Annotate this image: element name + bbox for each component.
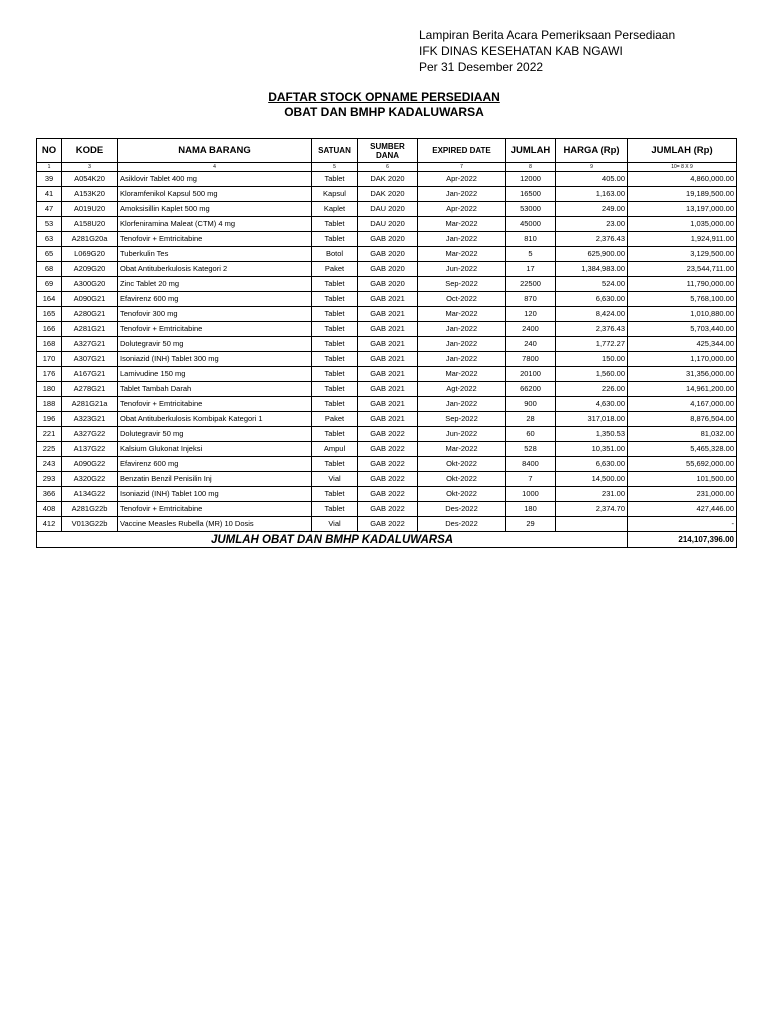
cell-jumlah-rp: 19,189,500.00 (628, 187, 737, 202)
cell-sumber-dana: GAB 2020 (358, 262, 418, 277)
cell-harga: 249.00 (556, 202, 628, 217)
cell-nama-barang: Tenofovir 300 mg (118, 307, 312, 322)
cell-sumber-dana: DAK 2020 (358, 187, 418, 202)
cell-harga: 1,772.27 (556, 337, 628, 352)
cell-harga: 1,163.00 (556, 187, 628, 202)
cell-jumlah-rp: 4,167,000.00 (628, 397, 737, 412)
cell-nama-barang: Tenofovir + Emtricitabine (118, 232, 312, 247)
cell-kode: A307G21 (62, 352, 118, 367)
column-number: 6 (358, 163, 418, 172)
cell-sumber-dana: GAB 2021 (358, 322, 418, 337)
cell-jumlah-rp: - (628, 517, 737, 532)
cell-expired-date: Okt-2022 (418, 457, 506, 472)
cell-kode: A323G21 (62, 412, 118, 427)
column-header-kode: KODE (62, 139, 118, 163)
total-value: 214,107,396.00 (628, 532, 737, 548)
cell-sumber-dana: GAB 2022 (358, 517, 418, 532)
cell-jumlah: 900 (506, 397, 556, 412)
header-line-date: Per 31 Desember 2022 (419, 60, 544, 74)
cell-nama-barang: Dolutegravir 50 mg (118, 427, 312, 442)
cell-expired-date: Mar-2022 (418, 247, 506, 262)
cell-nama-barang: Benzatin Benzil Penisilin Inj (118, 472, 312, 487)
total-row (37, 532, 737, 548)
column-header-sumber-dana (358, 139, 418, 163)
cell-jumlah: 240 (506, 337, 556, 352)
cell-satuan: Tablet (312, 457, 358, 472)
cell-expired-date: Jan-2022 (418, 397, 506, 412)
cell-sumber-dana: GAB 2021 (358, 397, 418, 412)
cell-kode: A137G22 (62, 442, 118, 457)
cell-expired-date: Apr-2022 (418, 202, 506, 217)
cell-nama-barang: Amoksisillin Kaplet 500 mg (118, 202, 312, 217)
cell-jumlah-rp: 5,768,100.00 (628, 292, 737, 307)
cell-jumlah: 53000 (506, 202, 556, 217)
cell-satuan: Tablet (312, 367, 358, 382)
cell-kode: A054K20 (62, 172, 118, 187)
table-row (37, 172, 737, 187)
cell-harga: 8,424.00 (556, 307, 628, 322)
cell-satuan: Tablet (312, 382, 358, 397)
column-header-nama-barang: NAMA BARANG (118, 139, 312, 163)
cell-kode: A327G21 (62, 337, 118, 352)
cell-kode: A209G20 (62, 262, 118, 277)
cell-satuan: Ampul (312, 442, 358, 457)
title-line-1: DAFTAR STOCK OPNAME PERSEDIAAN (268, 90, 500, 104)
cell-satuan: Tablet (312, 307, 358, 322)
cell-sumber-dana: DAK 2020 (358, 172, 418, 187)
column-number: 10= 8 X 9 (628, 163, 737, 172)
cell-jumlah-rp: 81,032.00 (628, 427, 737, 442)
cell-jumlah-rp: 5,703,440.00 (628, 322, 737, 337)
cell-kode: A090G21 (62, 292, 118, 307)
cell-kode: A281G20a (62, 232, 118, 247)
cell-harga: 1,384,983.00 (556, 262, 628, 277)
cell-expired-date: Jan-2022 (418, 352, 506, 367)
cell-expired-date: Jan-2022 (418, 337, 506, 352)
table-row (37, 307, 737, 322)
cell-nama-barang: Klorfeniramina Maleat (CTM) 4 mg (118, 217, 312, 232)
cell-harga: 317,018.00 (556, 412, 628, 427)
cell-sumber-dana: GAB 2022 (358, 442, 418, 457)
cell-harga: 10,351.00 (556, 442, 628, 457)
cell-harga: 524.00 (556, 277, 628, 292)
cell-jumlah: 7 (506, 472, 556, 487)
table-row (37, 487, 737, 502)
cell-no: 176 (37, 367, 62, 382)
table-row (37, 517, 737, 532)
cell-jumlah: 810 (506, 232, 556, 247)
cell-nama-barang: Efavirenz 600 mg (118, 457, 312, 472)
cell-sumber-dana: GAB 2022 (358, 427, 418, 442)
cell-satuan: Tablet (312, 487, 358, 502)
cell-expired-date: Jan-2022 (418, 187, 506, 202)
cell-no: 225 (37, 442, 62, 457)
table-row (37, 457, 737, 472)
cell-jumlah-rp: 4,860,000.00 (628, 172, 737, 187)
cell-satuan: Tablet (312, 172, 358, 187)
cell-nama-barang: Obat Antituberkulosis Kategori 2 (118, 262, 312, 277)
cell-jumlah-rp: 11,790,000.00 (628, 277, 737, 292)
cell-jumlah-rp: 31,356,000.00 (628, 367, 737, 382)
cell-no: 180 (37, 382, 62, 397)
cell-jumlah: 60 (506, 427, 556, 442)
cell-jumlah: 17 (506, 262, 556, 277)
cell-sumber-dana: GAB 2021 (358, 412, 418, 427)
cell-jumlah: 870 (506, 292, 556, 307)
cell-nama-barang: Tenofovir + Emtricitabine (118, 397, 312, 412)
cell-expired-date: Des-2022 (418, 502, 506, 517)
cell-satuan: Botol (312, 247, 358, 262)
cell-satuan: Tablet (312, 502, 358, 517)
cell-jumlah: 180 (506, 502, 556, 517)
column-number: 3 (62, 163, 118, 172)
total-label: JUMLAH OBAT DAN BMHP KADALUWARSA (37, 532, 628, 548)
cell-jumlah: 66200 (506, 382, 556, 397)
cell-jumlah-rp: 5,465,328.00 (628, 442, 737, 457)
cell-jumlah: 7800 (506, 352, 556, 367)
cell-jumlah: 5 (506, 247, 556, 262)
cell-harga: 2,376.43 (556, 232, 628, 247)
cell-harga: 1,350.53 (556, 427, 628, 442)
cell-satuan: Tablet (312, 397, 358, 412)
column-header-sumber-dana-label: SUMBER DANA (370, 141, 405, 160)
cell-satuan: Kapsul (312, 187, 358, 202)
cell-expired-date: Mar-2022 (418, 307, 506, 322)
cell-jumlah: 120 (506, 307, 556, 322)
cell-nama-barang: Isoniazid (INH) Tablet 300 mg (118, 352, 312, 367)
cell-jumlah: 29 (506, 517, 556, 532)
column-header-satuan: SATUAN (312, 139, 358, 163)
cell-nama-barang: Tuberkulin Tes (118, 247, 312, 262)
cell-jumlah: 2400 (506, 322, 556, 337)
cell-nama-barang: Zinc Tablet 20 mg (118, 277, 312, 292)
cell-nama-barang: Asiklovir Tablet 400 mg (118, 172, 312, 187)
cell-nama-barang: Tenofovir + Emtricitabine (118, 322, 312, 337)
cell-sumber-dana: DAU 2020 (358, 217, 418, 232)
table-row (37, 187, 737, 202)
cell-satuan: Tablet (312, 427, 358, 442)
table-row (37, 367, 737, 382)
cell-no: 53 (37, 217, 62, 232)
table-row (37, 217, 737, 232)
cell-harga: 4,630.00 (556, 397, 628, 412)
cell-kode: A278G21 (62, 382, 118, 397)
column-number: 4 (118, 163, 312, 172)
cell-sumber-dana: GAB 2020 (358, 277, 418, 292)
cell-harga: 150.00 (556, 352, 628, 367)
cell-no: 39 (37, 172, 62, 187)
cell-kode: A281G21 (62, 322, 118, 337)
cell-no: 221 (37, 427, 62, 442)
cell-kode: A090G22 (62, 457, 118, 472)
cell-satuan: Tablet (312, 292, 358, 307)
cell-no: 47 (37, 202, 62, 217)
cell-expired-date: Apr-2022 (418, 172, 506, 187)
column-number-row (37, 163, 737, 172)
cell-jumlah-rp: 23,544,711.00 (628, 262, 737, 277)
cell-jumlah: 528 (506, 442, 556, 457)
cell-harga: 1,560.00 (556, 367, 628, 382)
cell-satuan: Tablet (312, 352, 358, 367)
cell-nama-barang: Isoniazid (INH) Tablet 100 mg (118, 487, 312, 502)
cell-no: 65 (37, 247, 62, 262)
cell-kode: A158U20 (62, 217, 118, 232)
cell-sumber-dana: GAB 2022 (358, 487, 418, 502)
cell-expired-date: Jan-2022 (418, 232, 506, 247)
cell-satuan: Vial (312, 517, 358, 532)
cell-jumlah: 8400 (506, 457, 556, 472)
cell-harga: 2,374.70 (556, 502, 628, 517)
header-line-attachment: Lampiran Berita Acara Pemeriksaan Persediaan (419, 28, 676, 42)
table-row (37, 277, 737, 292)
cell-sumber-dana: GAB 2021 (358, 352, 418, 367)
cell-jumlah: 16500 (506, 187, 556, 202)
cell-no: 293 (37, 472, 62, 487)
table-row (37, 502, 737, 517)
cell-expired-date: Agt-2022 (418, 382, 506, 397)
cell-jumlah-rp: 13,197,000.00 (628, 202, 737, 217)
cell-nama-barang: Tenofovir + Emtricitabine (118, 502, 312, 517)
cell-no: 408 (37, 502, 62, 517)
table-header-row (37, 139, 737, 163)
cell-harga: 6,630.00 (556, 457, 628, 472)
table-row (37, 442, 737, 457)
cell-sumber-dana: DAU 2020 (358, 202, 418, 217)
table-row (37, 427, 737, 442)
cell-harga (556, 517, 628, 532)
cell-kode: A019U20 (62, 202, 118, 217)
cell-harga: 226.00 (556, 382, 628, 397)
column-header-harga: HARGA (Rp) (556, 139, 628, 163)
cell-nama-barang: Kloramfenikol Kapsul 500 mg (118, 187, 312, 202)
cell-expired-date: Oct-2022 (418, 292, 506, 307)
column-number: 7 (418, 163, 506, 172)
cell-nama-barang: Efavirenz 600 mg (118, 292, 312, 307)
cell-jumlah-rp: 3,129,500.00 (628, 247, 737, 262)
cell-kode: L069G20 (62, 247, 118, 262)
cell-jumlah-rp: 427,446.00 (628, 502, 737, 517)
table-row (37, 202, 737, 217)
cell-nama-barang: Tablet Tambah Darah (118, 382, 312, 397)
cell-sumber-dana: GAB 2022 (358, 472, 418, 487)
table-body (37, 172, 737, 532)
cell-kode: A281G22b (62, 502, 118, 517)
cell-sumber-dana: GAB 2020 (358, 232, 418, 247)
table-row (37, 247, 737, 262)
cell-satuan: Paket (312, 262, 358, 277)
document-header (419, 27, 675, 75)
cell-jumlah-rp: 1,170,000.00 (628, 352, 737, 367)
column-header-jumlah: JUMLAH (506, 139, 556, 163)
cell-expired-date: Okt-2022 (418, 472, 506, 487)
table-row (37, 382, 737, 397)
cell-kode: A153K20 (62, 187, 118, 202)
cell-satuan: Paket (312, 412, 358, 427)
column-number: 5 (312, 163, 358, 172)
cell-no: 69 (37, 277, 62, 292)
cell-satuan: Tablet (312, 232, 358, 247)
cell-harga: 23.00 (556, 217, 628, 232)
table-row (37, 337, 737, 352)
table-row (37, 412, 737, 427)
column-number: 1 (37, 163, 62, 172)
cell-kode: A300G20 (62, 277, 118, 292)
cell-jumlah-rp: 55,692,000.00 (628, 457, 737, 472)
column-number: 8 (506, 163, 556, 172)
table-row (37, 232, 737, 247)
column-header-jumlah-rp: JUMLAH (Rp) (628, 139, 737, 163)
cell-satuan: Tablet (312, 322, 358, 337)
cell-no: 188 (37, 397, 62, 412)
cell-jumlah-rp: 1,010,880.00 (628, 307, 737, 322)
cell-sumber-dana: GAB 2021 (358, 292, 418, 307)
cell-satuan: Tablet (312, 277, 358, 292)
cell-satuan: Kaplet (312, 202, 358, 217)
cell-nama-barang: Dolutegravir 50 mg (118, 337, 312, 352)
cell-expired-date: Jan-2022 (418, 322, 506, 337)
cell-kode: A167G21 (62, 367, 118, 382)
cell-no: 164 (37, 292, 62, 307)
table-row (37, 352, 737, 367)
cell-kode: A320G22 (62, 472, 118, 487)
cell-kode: A281G21a (62, 397, 118, 412)
cell-expired-date: Mar-2022 (418, 442, 506, 457)
cell-jumlah-rp: 231,000.00 (628, 487, 737, 502)
table-row (37, 292, 737, 307)
cell-harga: 6,630.00 (556, 292, 628, 307)
cell-harga: 405.00 (556, 172, 628, 187)
stock-table (36, 138, 737, 548)
column-header-no: NO (37, 139, 62, 163)
column-header-expired-date: EXPIRED DATE (418, 139, 506, 163)
cell-sumber-dana: GAB 2020 (358, 247, 418, 262)
cell-no: 366 (37, 487, 62, 502)
cell-jumlah: 45000 (506, 217, 556, 232)
header-line-institution: IFK DINAS KESEHATAN KAB NGAWI (419, 44, 623, 58)
cell-sumber-dana: GAB 2021 (358, 367, 418, 382)
cell-no: 196 (37, 412, 62, 427)
cell-satuan: Tablet (312, 337, 358, 352)
cell-harga: 2,376.43 (556, 322, 628, 337)
table-row (37, 472, 737, 487)
cell-no: 68 (37, 262, 62, 277)
cell-satuan: Tablet (312, 217, 358, 232)
cell-no: 166 (37, 322, 62, 337)
cell-nama-barang: Obat Antituberkulosis Kombipak Kategori 1 (118, 412, 312, 427)
cell-expired-date: Sep-2022 (418, 412, 506, 427)
cell-no: 243 (37, 457, 62, 472)
cell-no: 63 (37, 232, 62, 247)
cell-nama-barang: Lamivudine 150 mg (118, 367, 312, 382)
cell-nama-barang: Kalsium Glukonat Injeksi (118, 442, 312, 457)
cell-jumlah: 28 (506, 412, 556, 427)
cell-jumlah-rp: 101,500.00 (628, 472, 737, 487)
cell-jumlah: 12000 (506, 172, 556, 187)
cell-jumlah-rp: 1,035,000.00 (628, 217, 737, 232)
cell-harga: 14,500.00 (556, 472, 628, 487)
table-row (37, 322, 737, 337)
cell-expired-date: Okt-2022 (418, 487, 506, 502)
cell-sumber-dana: GAB 2022 (358, 502, 418, 517)
cell-jumlah-rp: 425,344.00 (628, 337, 737, 352)
cell-kode: A280G21 (62, 307, 118, 322)
cell-satuan: Vial (312, 472, 358, 487)
cell-no: 412 (37, 517, 62, 532)
cell-no: 41 (37, 187, 62, 202)
cell-kode: V013G22b (62, 517, 118, 532)
cell-kode: A327G22 (62, 427, 118, 442)
cell-sumber-dana: GAB 2021 (358, 337, 418, 352)
cell-expired-date: Sep-2022 (418, 277, 506, 292)
cell-jumlah-rp: 14,961,200.00 (628, 382, 737, 397)
cell-expired-date: Jun-2022 (418, 427, 506, 442)
column-number: 9 (556, 163, 628, 172)
title-line-2: OBAT DAN BMHP KADALUWARSA (284, 105, 484, 119)
cell-nama-barang: Vaccine Measles Rubella (MR) 10 Dosis (118, 517, 312, 532)
cell-jumlah: 20100 (506, 367, 556, 382)
document-title (0, 90, 768, 120)
cell-jumlah-rp: 1,924,911.00 (628, 232, 737, 247)
cell-jumlah: 1000 (506, 487, 556, 502)
cell-no: 168 (37, 337, 62, 352)
cell-sumber-dana: GAB 2021 (358, 307, 418, 322)
cell-harga: 625,900.00 (556, 247, 628, 262)
cell-jumlah-rp: 8,876,504.00 (628, 412, 737, 427)
cell-sumber-dana: GAB 2022 (358, 457, 418, 472)
cell-expired-date: Mar-2022 (418, 217, 506, 232)
cell-kode: A134G22 (62, 487, 118, 502)
cell-harga: 231.00 (556, 487, 628, 502)
cell-no: 165 (37, 307, 62, 322)
table-row (37, 262, 737, 277)
cell-expired-date: Jun-2022 (418, 262, 506, 277)
cell-expired-date: Des-2022 (418, 517, 506, 532)
cell-sumber-dana: GAB 2021 (358, 382, 418, 397)
cell-expired-date: Mar-2022 (418, 367, 506, 382)
table-row (37, 397, 737, 412)
cell-jumlah: 22500 (506, 277, 556, 292)
cell-no: 170 (37, 352, 62, 367)
